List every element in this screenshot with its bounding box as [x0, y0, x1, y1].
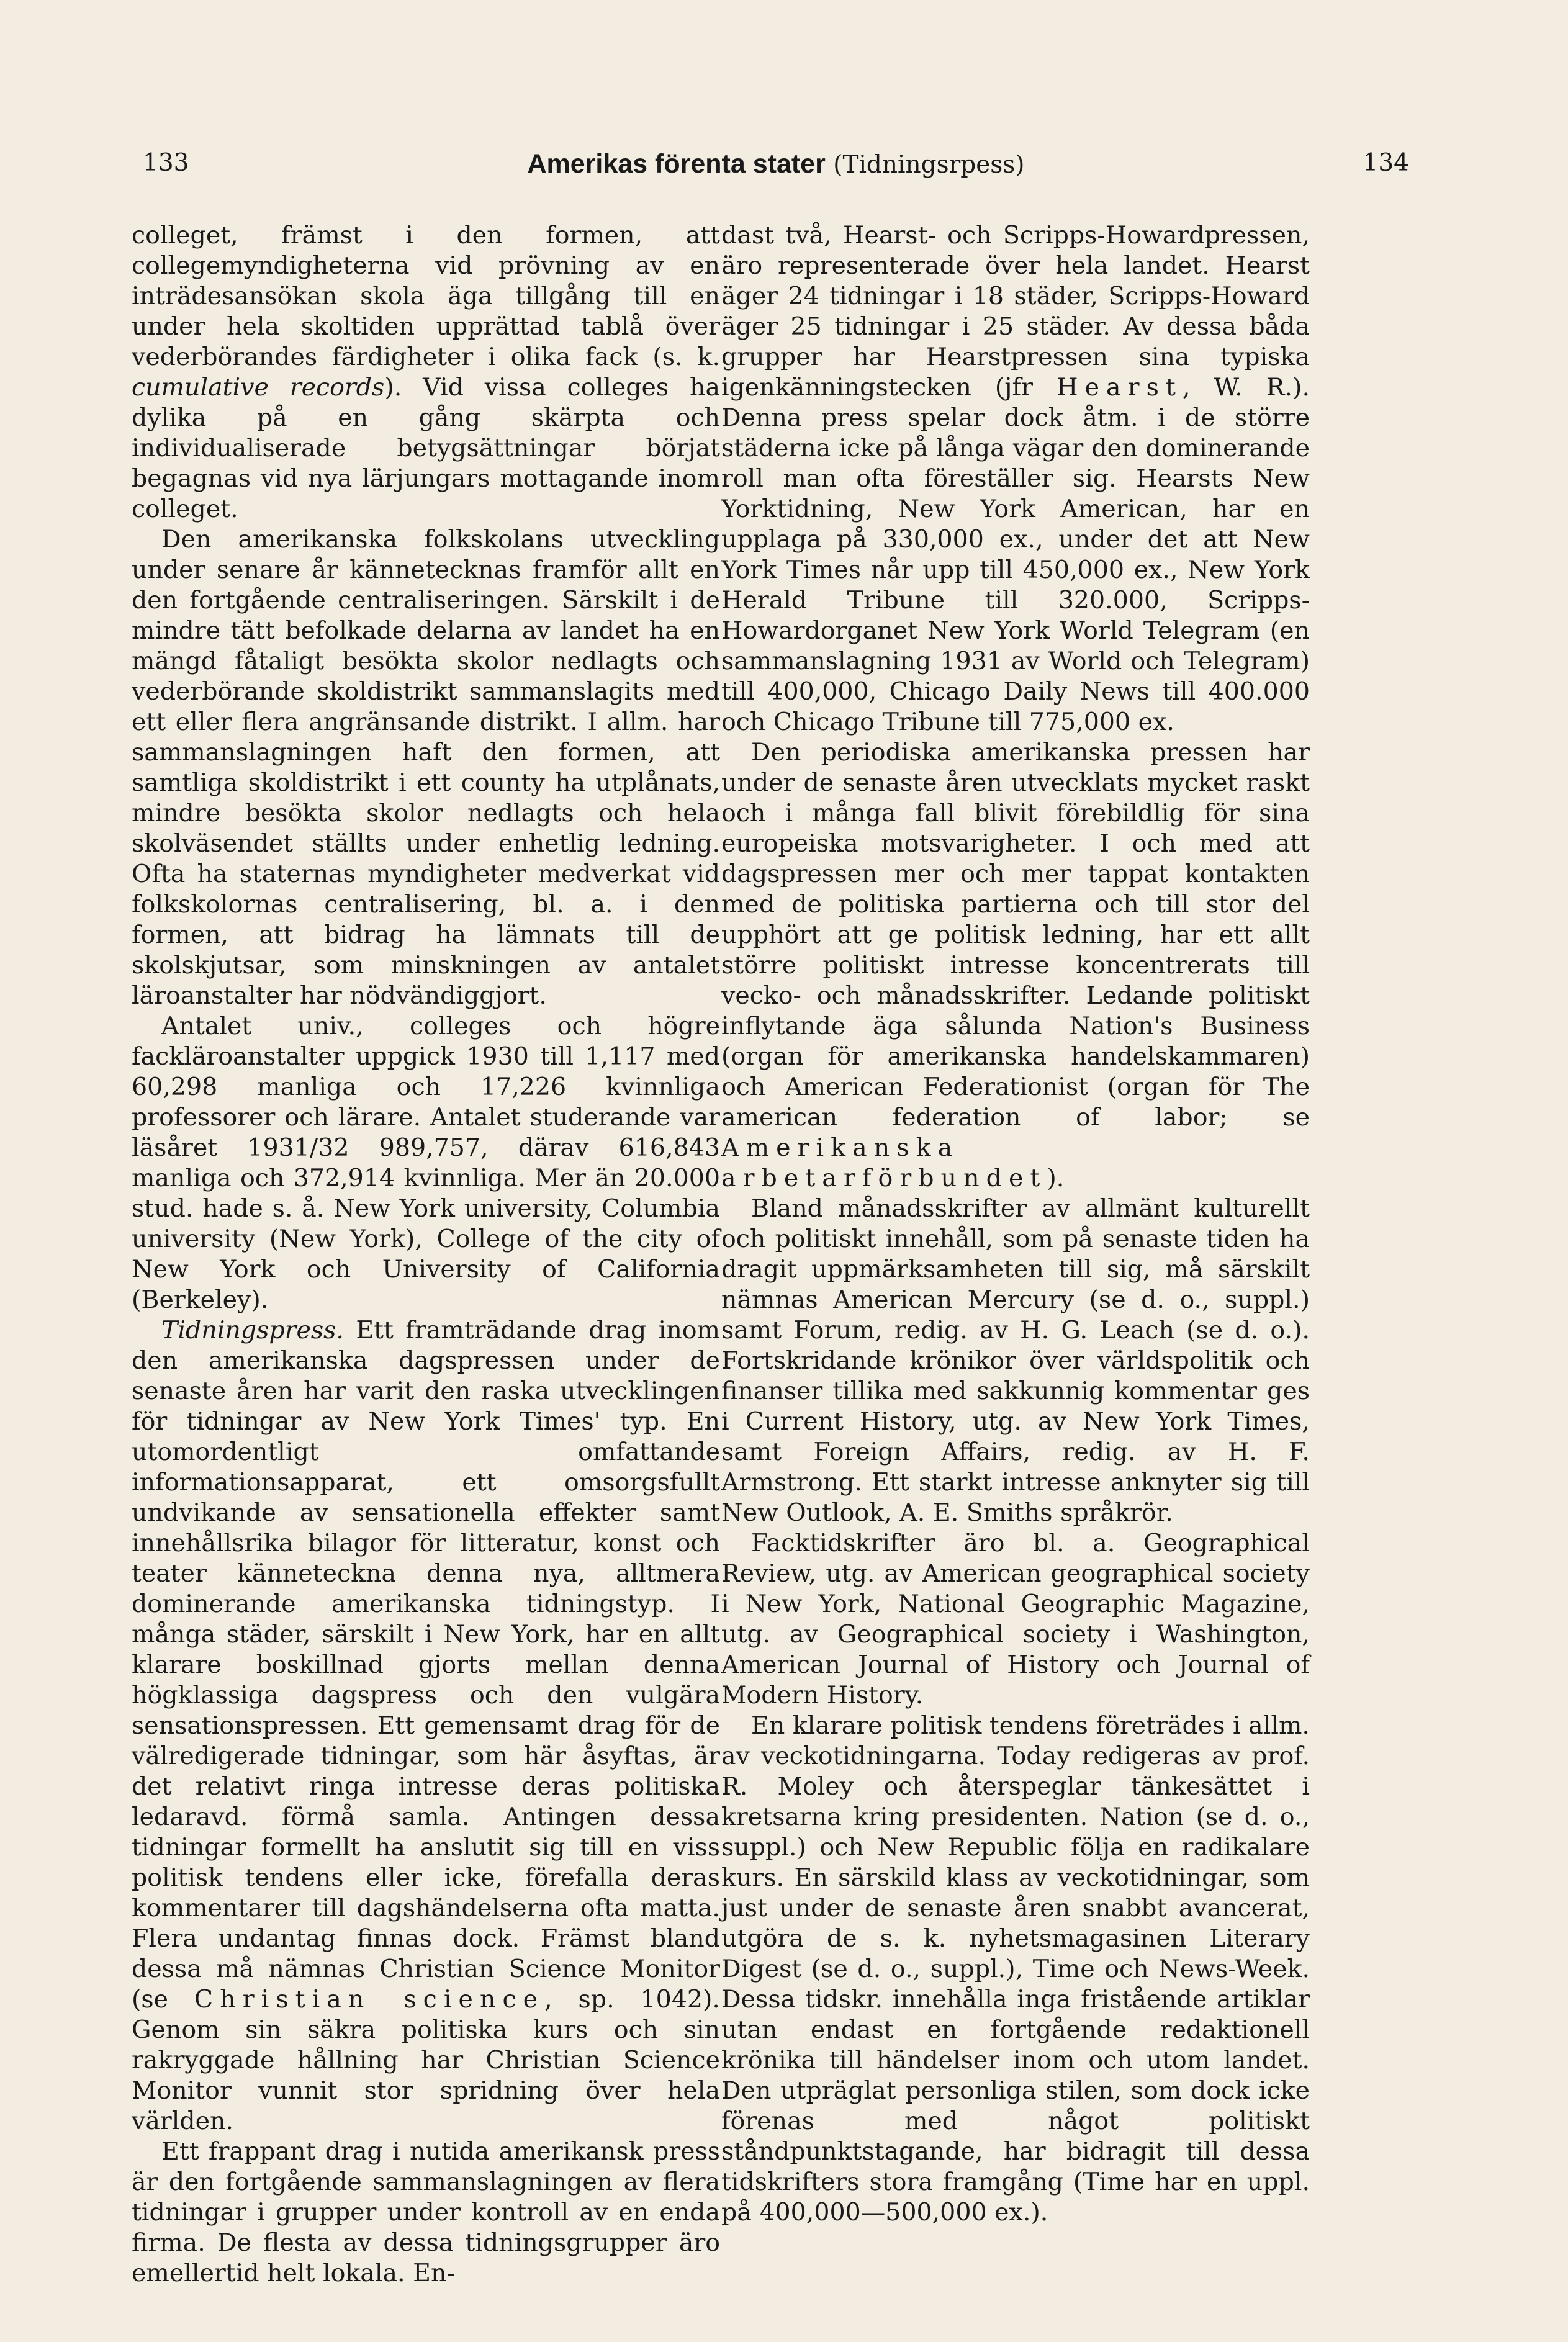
paragraph: Tidningspress. Ett framträdande drag inom den amerikanska dagspressen under de senaste åren har varit den raska utvecklingen för tidningar av New York Times' typ. En utomordentligt omfattande informationsapparat, ett omsorgsfullt undvikande av sensationella effekter samt innehållsrika bilagor för litteratur, konst och teater känneteckna denna nya, alltmera dominerande amerikanska tidningstyp. I många städer, särskilt i New York, har en allt klarare boskillnad gjorts mellan denna högklassiga dagspress och den vulgära sensationspressen. Ett gemensamt drag för de välredigerade tidningar, som här åsyftas, är det relativt ringa intresse deras politiska ledaravd. förmå samla. Antingen dessa tidningar formellt ha anslutit sig till en viss politisk tendens eller icke, förefalla deras kommentarer till dagshändelserna ofta matta. Flera undantag finnas dock. Främst bland dessa må nämnas Christian Science Monitor (se Christian science, sp. 1042). Genom sin säkra politiska kurs och sin rakryggade hållning har Christian Science Monitor vunnit stor spridning över hela världen. [132, 1316, 720, 2135]
cross-reference: Christian science [194, 1985, 545, 2014]
paragraph: Ett frappant drag i nutida amerikansk press är den fortgående sammanslagningen av flera tidningar i grupper under kontroll av en enda firma. De flesta av dessa tidningsgrupper äro emellertid helt lokala. En- [132, 2137, 720, 2287]
running-title [143, 149, 1409, 179]
running-title-section: (Tidningsrpess) [833, 151, 1025, 179]
left-column [132, 220, 720, 2289]
paragraph: Facktidskrifter äro bl. a. Geographical Review, utg. av American geographical society i New York, National Geographic Magazine, utg. av Geographical society i Washington, American Journal of History och Journal of Modern History. [721, 1529, 1310, 1709]
page-number-right: 134 [1363, 149, 1409, 177]
page-number-left: 133 [143, 149, 189, 177]
paragraph: Den amerikanska folkskolans utveckling under senare år kännetecknas framför allt en den fortgående centraliseringen. Särskilt i de mindre tätt befolkade delarna av landet ha en mängd fåtaligt besökta skolor nedlagts och vederbörande skoldistrikt sammanslagits med ett eller flera angränsande distrikt. I allm. har sammanslagningen haft den formen, att samtliga skoldistrikt i ett county ha utplånats, mindre besökta skolor nedlagts och hela skolväsendet ställts under enhetlig ledning. Ofta ha staternas myndigheter medverkat vid folkskolornas centralisering, bl. a. i den formen, att bidrag ha lämnats till de skolskjutsar, som minskningen av antalet läroanstalter har nödvändiggjort. [132, 525, 720, 1010]
paragraph: Bland månadsskrifter av allmänt kulturellt och politiskt innehåll, som på senaste tiden ha dragit uppmärksamheten till sig, må särskilt nämnas American Mercury (se d. o., suppl.) samt Forum, redig. av H. G. Leach (se d. o.). Fortskridande krönikor över världspolitik och finanser tillika med sakkunnig kommentar ges i Current History, utg. av New York Times, samt Foreign Affairs, redig. av H. F. Armstrong. Ett starkt intresse anknyter sig till New Outlook, A. E. Smiths språkrör. [721, 1194, 1310, 1527]
paragraph: colleget, främst i den formen, att collegemyndigheterna vid prövning av en inträdesansökan skola äga tillgång till en under hela skoltiden upprättad tablå över vederbörandes färdigheter i olika fack (s. k. cumulative records). Vid vissa colleges ha dylika på en gång skärpta och individualiserade betygsättningar börjat begagnas vid nya lärjungars mottagande inom colleget. [132, 221, 720, 523]
section-heading: Tidningspress. [161, 1316, 344, 1344]
cross-reference: Hearst [1057, 373, 1183, 402]
right-column [721, 220, 1310, 2228]
page-header [143, 149, 1409, 192]
paragraph: dast två, Hearst- och Scripps-Howardpressen, äro representerade över hela landet. Hearst äger 24 tidningar i 18 städer, Scripps-Howard äger 25 tidningar i 25 städer. Av dessa båda grupper har Hearstpressen sina typiska igenkänningstecken (jfr Hearst, W. R.). Denna press spelar dock åtm. i de större städerna icke på långa vägar den dominerande roll man ofta föreställer sig. Hearsts New Yorktidning, New York American, har en upplaga på 330,000 ex., under det att New York Times når upp till 450,000 ex., New York Herald Tribune till 320.000, Scripps-Howardorganet New York World Telegram (en sammanslagning 1931 av World och Telegram) till 400,000, Chicago Daily News till 400.000 och Chicago Tribune till 775,000 ex. [721, 221, 1310, 736]
running-title-main: Amerikas förenta stater [527, 149, 826, 179]
paragraph: Den periodiska amerikanska pressen har under de senaste åren utvecklats mycket raskt och i många fall blivit förebildlig för sina europeiska motsvarigheter. I och med att dagspressen mer och mer tappat kontakten med de politiska partierna och till stor del upphört att ge politisk ledning, har ett allt större politiskt intresse koncentrerats till vecko- och månadsskrifter. Ledande politiskt inflytande äga sålunda Nation's Business (organ för amerikanska handelskammaren) och American Federationist (organ för The american federation of labor; se Amerikanska arbetarförbundet). [721, 738, 1310, 1192]
cross-reference: Amerikanska arbetarförbundet [721, 1133, 1047, 1192]
paragraph: En klarare politisk tendens företrädes i allm. av veckotidningarna. Today redigeras av prof. R. Moley och återspeglar tänkesättet i kretsarna kring presidenten. Nation (se d. o., suppl.) och New Republic följa en radikalare kurs. En särskild klass av veckotidningar, som just under de senaste åren snabbt avancerat, utgöra de s. k. nyhetsmagasinen Literary Digest (se d. o., suppl.), Time och News-Week. Dessa tidskr. innehålla inga fristående artiklar utan endast en fortgående redaktionell krönika till händelser inom och utom landet. Den utpräglat personliga stilen, som dock icke förenas med något politiskt ståndpunktstagande, har bidragit till dessa tidskrifters stora framgång (Time har en uppl. på 400,000—500,000 ex.). [721, 1711, 1310, 2227]
paragraph: Antalet univ., colleges och högre fackläroanstalter uppgick 1930 till 1,117 med 60,298 manliga och 17,226 kvinnliga professorer och lärare. Antalet studerande var läsåret 1931/32 989,757, därav 616,843 manliga och 372,914 kvinnliga. Mer än 20.000 stud. hade s. å. New York university, Columbia university (New York), College of the city of New York och University of California (Berkeley). [132, 1012, 720, 1314]
